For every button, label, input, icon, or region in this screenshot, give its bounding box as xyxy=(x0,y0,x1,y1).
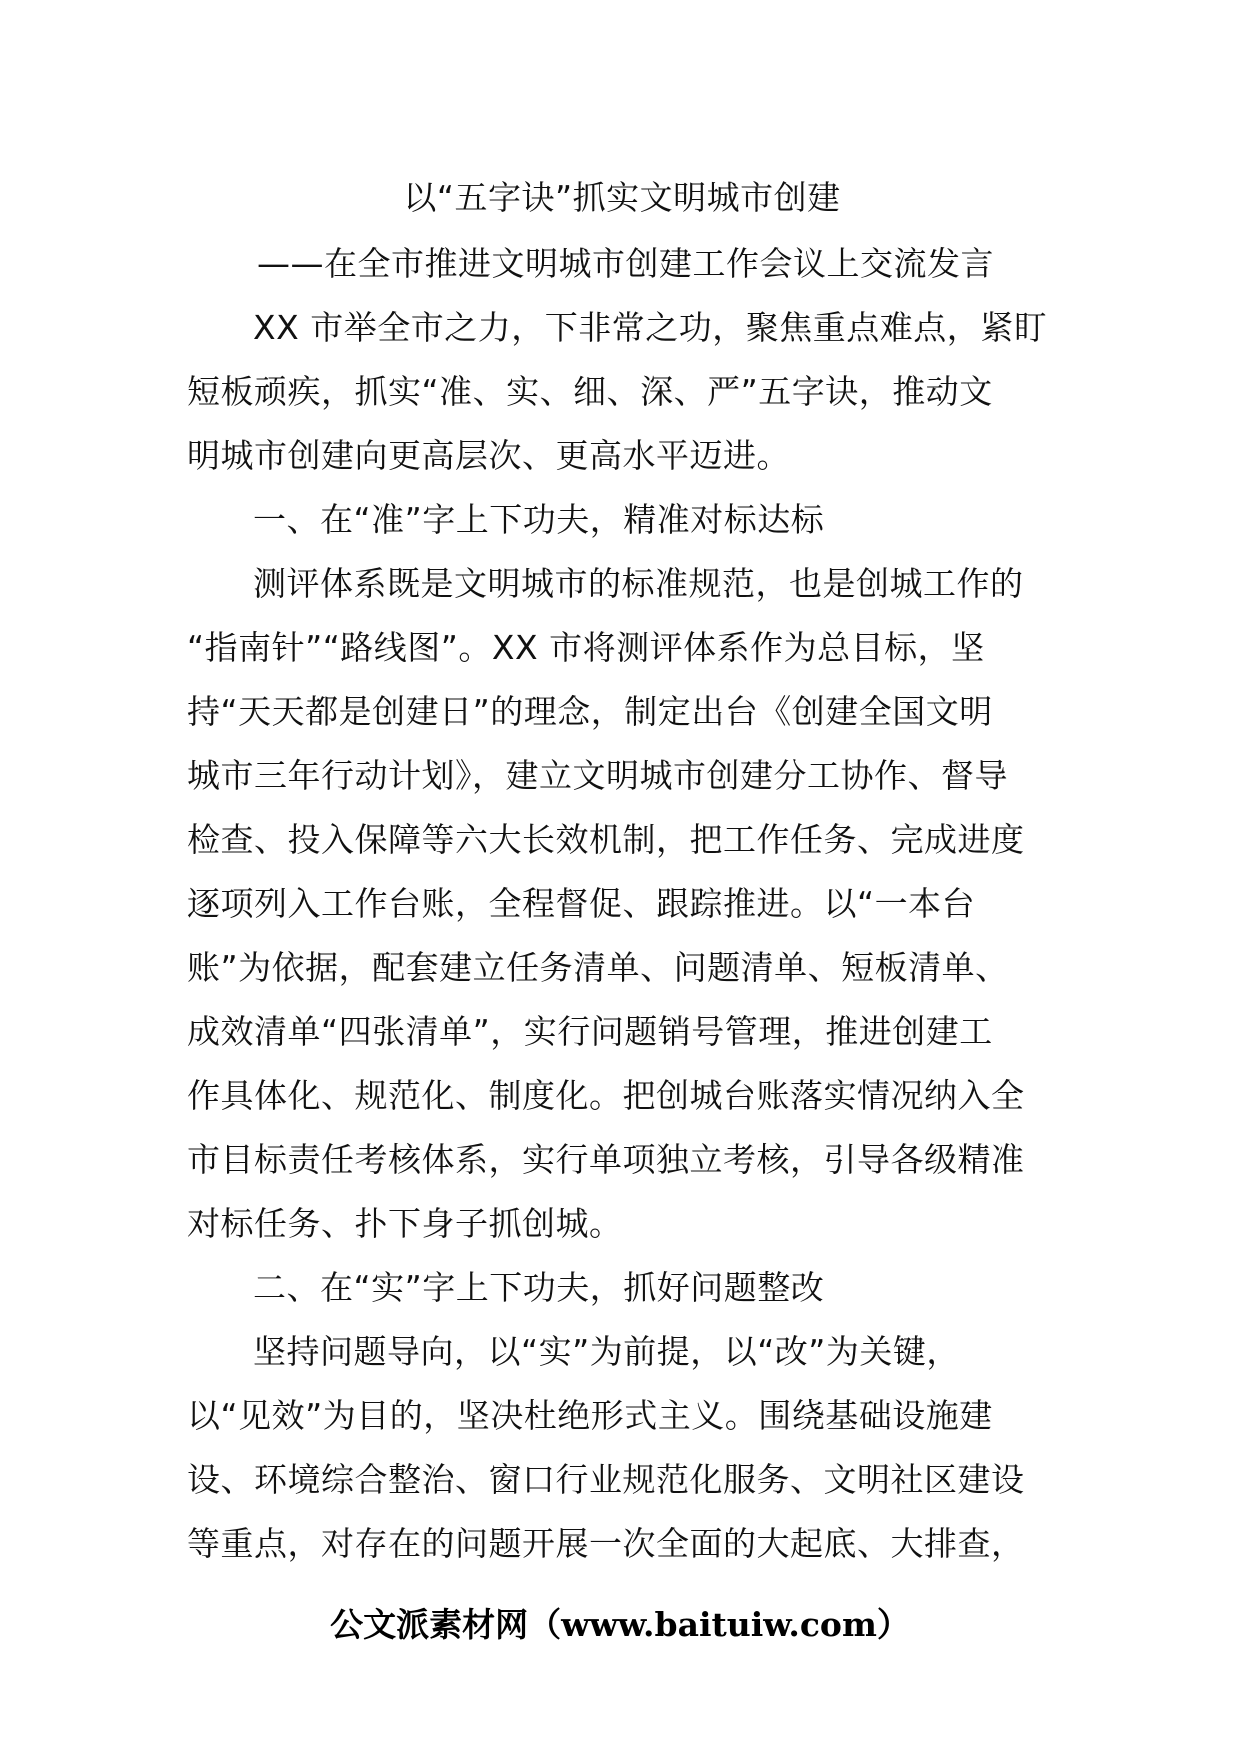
text-line: 成效清单“四张清单”，实行问题销号管理，推进创建工 xyxy=(187,1012,993,1051)
text-line: 对标任务、扑下身子抓创城。 xyxy=(187,1204,623,1243)
text-line: 作具体化、规范化、制度化。把创城台账落实情况纳入全 xyxy=(187,1076,1025,1115)
text-line: 以“见效”为目的，坚决杜绝形式主义。围绕基础设施建 xyxy=(187,1396,993,1435)
text-line: 检查、投入保障等六大长效机制，把工作任务、完成进度 xyxy=(187,820,1025,859)
document-content xyxy=(187,166,1057,1576)
section-1-paragraph xyxy=(187,552,1057,1256)
document-title: 以“五字诀”抓实文明城市创建 xyxy=(403,178,841,217)
section-2-paragraph xyxy=(187,1320,1057,1576)
intro-paragraph xyxy=(187,296,1057,488)
text-line: 城市三年行动计划》，建立文明城市创建分工协作、督导 xyxy=(187,756,1008,795)
text-line: “指南针”“路线图”。XX 市将测评体系作为总目标，坚 xyxy=(187,628,985,667)
text-line: 明城市创建向更高层次、更高水平迈进。 xyxy=(187,436,790,475)
text-line: 市目标责任考核体系，实行单项独立考核，引导各级精准 xyxy=(187,1140,1025,1179)
text-line: 持“天天都是创建日”的理念，制定出台《创建全国文明 xyxy=(187,692,993,731)
text-line: XX 市举全市之力，下非常之功，聚焦重点难点，紧盯 xyxy=(253,308,1048,347)
text-line: 逐项列入工作台账，全程督促、跟踪推进。以“一本台 xyxy=(187,884,976,923)
footer-watermark: 公文派素材网（www.baituiw.com） xyxy=(330,1605,910,1644)
section-heading-1: 一、在“准”字上下功夫，精准对标达标 xyxy=(253,500,825,539)
section-heading-2: 二、在“实”字上下功夫，抓好问题整改 xyxy=(253,1268,825,1307)
text-line: 测评体系既是文明城市的标准规范，也是创城工作的 xyxy=(253,564,1024,603)
text-line: 短板顽疾，抓实“准、实、细、深、严”五字诀，推动文 xyxy=(187,372,993,411)
text-line: 坚持问题导向，以“实”为前提，以“改”为关键， xyxy=(253,1332,960,1371)
text-line: 设、环境综合整治、窗口行业规范化服务、文明社区建设 xyxy=(187,1460,1025,1499)
document-subtitle: ——在全市推进文明城市创建工作会议上交流发言 xyxy=(257,244,994,283)
text-line: 等重点，对存在的问题开展一次全面的大起底、大排查， xyxy=(187,1524,1025,1563)
text-line: 账”为依据，配套建立任务清单、问题清单、短板清单、 xyxy=(187,948,1009,987)
